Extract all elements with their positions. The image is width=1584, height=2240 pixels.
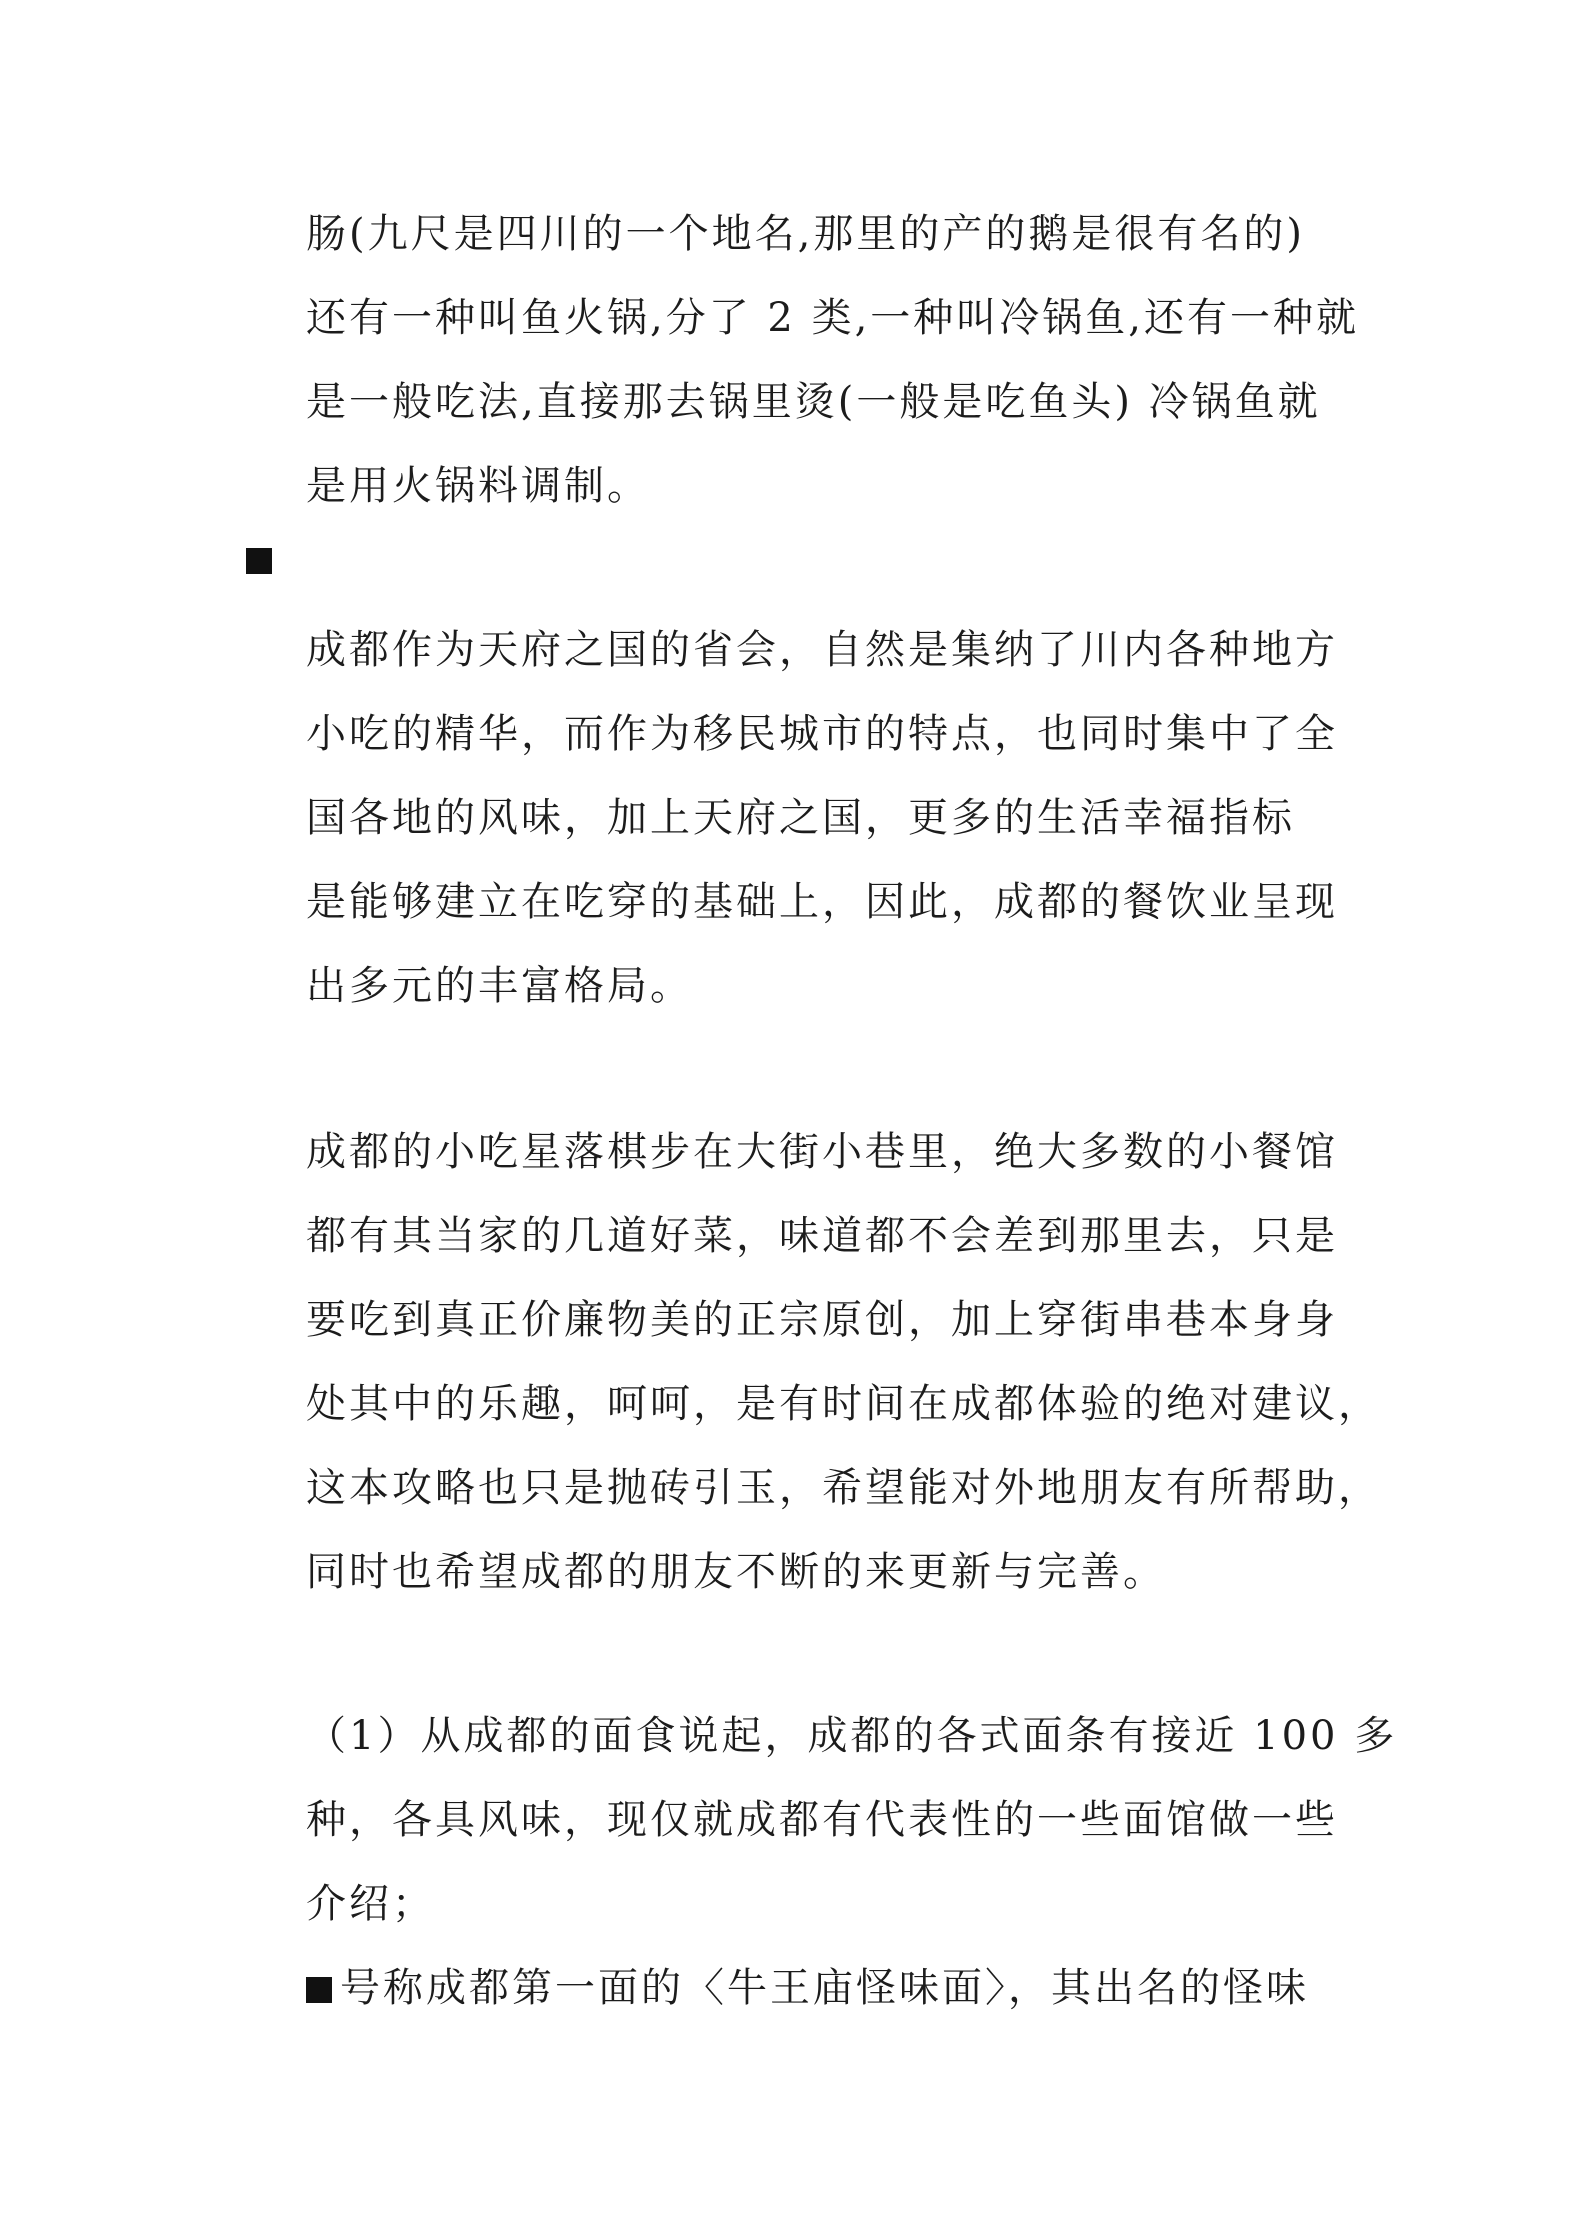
paragraph-line: （1）从成都的面食说起，成都的各式面条有接近 100 多 (306, 1713, 1398, 1759)
paragraph-line: 肠(九尺是四川的一个地名,那里的产的鹅是很有名的) (306, 211, 1305, 257)
bullet-line-text: 号称成都第一面的〈牛王庙怪味面〉，其出名的怪味 (340, 1965, 1309, 2011)
paragraph-line: 要吃到真正价廉物美的正宗原创，加上穿街串巷本身身 (306, 1297, 1338, 1343)
paragraph-line: 还有一种叫鱼火锅,分了 2 类,一种叫冷锅鱼,还有一种就 (306, 295, 1360, 341)
square-bullet-icon (306, 1977, 332, 2003)
paragraph-line: 处其中的乐趣，呵呵，是有时间在成都体验的绝对建议， (306, 1381, 1381, 1427)
paragraph-line: 介绍； (306, 1881, 435, 1927)
paragraph-line: 小吃的精华，而作为移民城市的特点，也同时集中了全 (306, 711, 1338, 757)
paragraph-line: 成都作为天府之国的省会，自然是集纳了川内各种地方 (306, 627, 1338, 673)
paragraph-line: 都有其当家的几道好菜，味道都不会差到那里去，只是 (306, 1213, 1338, 1259)
bullet-line (306, 1964, 1309, 2012)
paragraph-line: 是用火锅料调制。 (306, 463, 650, 509)
square-bullet-icon (246, 548, 272, 574)
paragraph-line: 同时也希望成都的朋友不断的来更新与完善。 (306, 1549, 1166, 1595)
paragraph-line: 是一般吃法,直接那去锅里烫(一般是吃鱼头) 冷锅鱼就 (306, 379, 1321, 425)
paragraph-line: 是能够建立在吃穿的基础上，因此，成都的餐饮业呈现 (306, 879, 1338, 925)
paragraph-line: 出多元的丰富格局。 (306, 963, 693, 1009)
paragraph-line: 成都的小吃星落棋步在大街小巷里，绝大多数的小餐馆 (306, 1129, 1338, 1175)
paragraph-line: 种，各具风味，现仅就成都有代表性的一些面馆做一些 (306, 1797, 1338, 1843)
paragraph-line: 这本攻略也只是抛砖引玉，希望能对外地朋友有所帮助， (306, 1465, 1381, 1511)
paragraph-line: 国各地的风味，加上天府之国，更多的生活幸福指标 (306, 795, 1295, 841)
